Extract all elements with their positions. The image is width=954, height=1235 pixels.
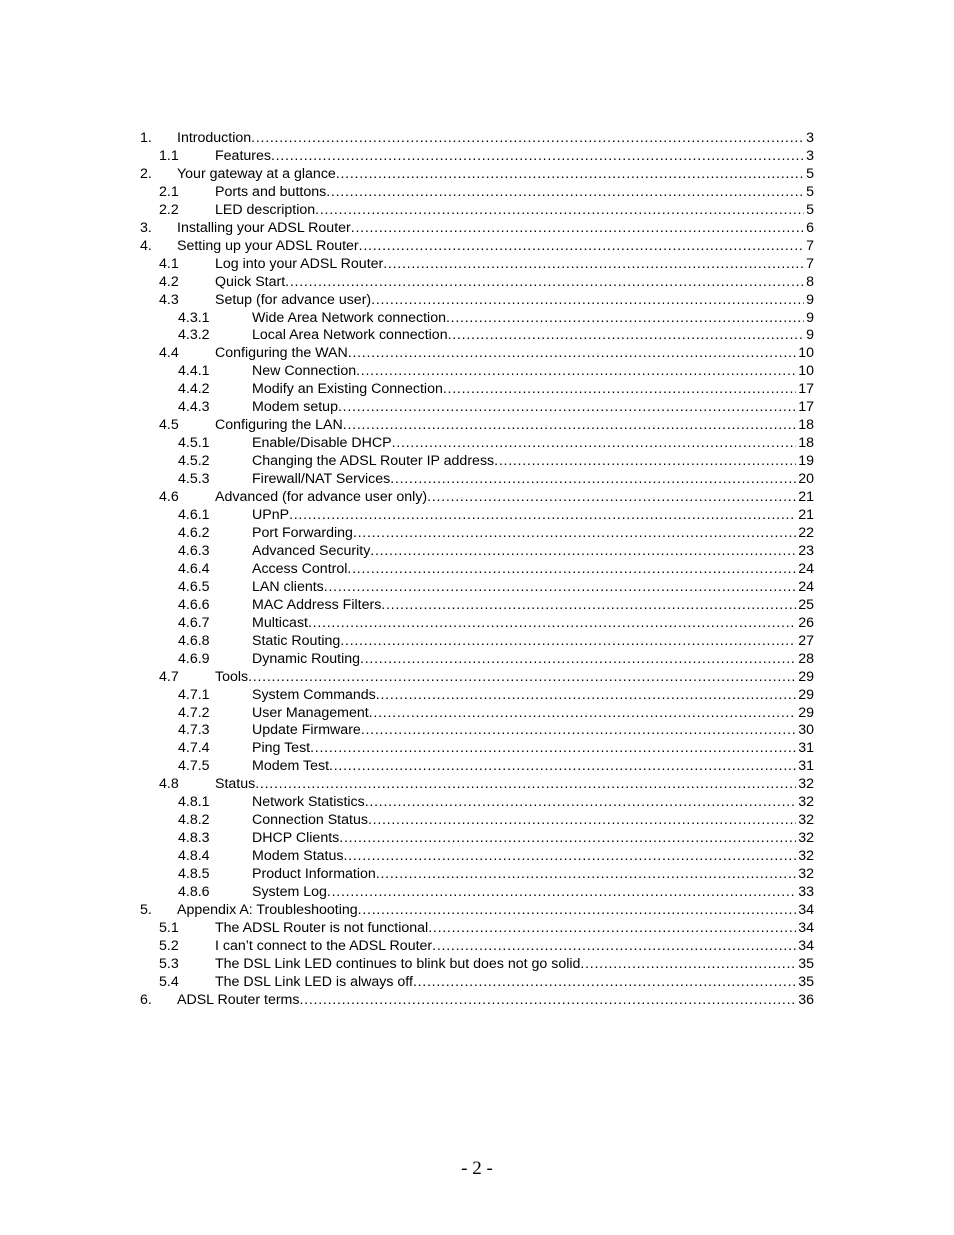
toc-entry-line: [252, 543, 814, 561]
toc-entry[interactable]: [140, 705, 814, 723]
toc-entry[interactable]: [140, 399, 814, 417]
toc-entry-line: [252, 471, 814, 489]
toc-entry[interactable]: [140, 722, 814, 740]
toc-dot-leader: [326, 184, 804, 202]
toc-entry-title: MAC Address Filters: [252, 596, 382, 613]
page-number: - 2 -: [461, 1158, 493, 1179]
toc-entry-line: [252, 435, 814, 453]
toc-entry-page: 32: [798, 866, 814, 883]
toc-entry-number: 4.3: [159, 291, 179, 308]
toc-entry-line: [215, 938, 814, 956]
toc-entry-title: Appendix A: Troubleshooting: [177, 901, 358, 918]
toc-entry-title: Changing the ADSL Router IP address: [252, 453, 495, 470]
toc-entry-page: 28: [798, 650, 814, 667]
toc-entry-page: 24: [798, 560, 814, 577]
toc-entry-line: [215, 417, 814, 435]
toc-entry-number: 4.7.3: [178, 722, 210, 739]
toc-entry-title: Setting up your ADSL Router: [177, 237, 359, 254]
toc-entry[interactable]: [140, 633, 814, 651]
toc-entry-line: [252, 722, 814, 740]
toc-entry-page: 35: [798, 973, 814, 990]
toc-entry-page: 36: [798, 991, 814, 1008]
toc-entry-line: [177, 130, 814, 148]
toc-entry-line: [252, 363, 814, 381]
toc-entry-page: 17: [798, 399, 814, 416]
toc-entry-line: [215, 489, 814, 507]
toc-entry-line: [215, 256, 814, 274]
toc-entry-number: 4.8.4: [178, 848, 210, 865]
toc-entry-number: 4.4: [159, 345, 179, 362]
toc-dot-leader: [343, 417, 796, 435]
toc-entry-title: Connection Status: [252, 812, 368, 829]
toc-entry-number: 4.5.1: [178, 435, 210, 452]
toc-entry[interactable]: [140, 238, 814, 256]
toc-entry[interactable]: [140, 184, 814, 202]
toc-entry-page: 3: [806, 147, 814, 164]
toc-entry-page: 21: [798, 489, 814, 506]
toc-dot-leader: [339, 830, 796, 848]
toc-entry-line: [177, 238, 814, 256]
toc-entry-line: [215, 148, 814, 166]
toc-entry-number: 4.6.3: [178, 542, 210, 559]
toc-entry-number: 4.6.9: [178, 650, 210, 667]
toc-dot-leader: [271, 148, 804, 166]
toc-entry-page: 9: [806, 309, 814, 326]
toc-entry-number: 4.6.6: [178, 596, 210, 613]
toc-entry-line: [215, 669, 814, 687]
toc-entry-number: 5.: [140, 901, 152, 918]
toc-entry-number: 4.3.1: [178, 309, 210, 326]
toc-entry[interactable]: [140, 435, 814, 453]
toc-entry-line: [252, 830, 814, 848]
toc-entry-page: 24: [798, 578, 814, 595]
toc-entry[interactable]: [140, 327, 814, 345]
toc-entry[interactable]: [140, 363, 814, 381]
toc-entry-page: 32: [798, 794, 814, 811]
toc-entry-page: 32: [798, 812, 814, 829]
toc-entry-title: Local Area Network connection: [252, 327, 448, 344]
toc-entry-number: 4.5.3: [178, 471, 210, 488]
toc-entry-number: 2.1: [159, 183, 179, 200]
toc-entry[interactable]: [140, 794, 814, 812]
toc-entry-line: [215, 974, 814, 992]
toc-entry-page: 34: [798, 901, 814, 918]
toc-entry-title: Your gateway at a glance: [177, 165, 336, 182]
toc-entry-line: [252, 651, 814, 669]
toc-entry-number: 4.6: [159, 489, 179, 506]
toc-entry-title: Features: [215, 147, 271, 164]
toc-entry-number: 5.2: [159, 937, 179, 954]
toc-entry-line: [252, 740, 814, 758]
toc-entry-number: 5.1: [159, 919, 179, 936]
toc-entry-page: 18: [798, 417, 814, 434]
toc-entry-number: 4.6.8: [178, 632, 210, 649]
toc-entry-number: 4.8: [159, 776, 179, 793]
toc-dot-leader: [413, 974, 796, 992]
toc-entry-title: Static Routing: [252, 632, 341, 649]
toc-entry-number: 4.4.1: [178, 363, 210, 380]
toc-entry-line: [252, 812, 814, 830]
toc-dot-leader: [251, 130, 804, 148]
toc-entry-title: Network Statistics: [252, 794, 365, 811]
toc-entry-page: 5: [806, 165, 814, 182]
toc-entry[interactable]: [140, 902, 814, 920]
toc-entry-number: 4.8.1: [178, 794, 210, 811]
toc-dot-leader: [327, 884, 796, 902]
toc-entry[interactable]: [140, 310, 814, 328]
toc-dot-leader: [329, 758, 796, 776]
toc-entry[interactable]: [140, 920, 814, 938]
toc-entry[interactable]: [140, 561, 814, 579]
toc-dot-leader: [359, 238, 804, 256]
toc-entry-page: 31: [798, 740, 814, 757]
toc-entry-number: 1.1: [159, 147, 179, 164]
toc-entry-title: Advanced (for advance user only): [215, 489, 428, 506]
toc-entry[interactable]: [140, 974, 814, 992]
toc-entry-title: ADSL Router terms: [177, 991, 300, 1008]
toc-entry[interactable]: [140, 956, 814, 974]
toc-entry-title: UPnP: [252, 507, 290, 524]
toc-dot-leader: [308, 615, 796, 633]
toc-entry[interactable]: [140, 992, 814, 1010]
toc-entry-line: [252, 615, 814, 633]
toc-dot-leader: [376, 687, 796, 705]
toc-dot-leader: [336, 166, 804, 184]
toc-entry-number: 4.6.1: [178, 507, 210, 524]
toc-entry-page: 34: [798, 919, 814, 936]
toc-entry[interactable]: [140, 848, 814, 866]
toc-dot-leader: [443, 381, 796, 399]
toc-entry-title: Modify an Existing Connection: [252, 381, 443, 398]
toc-entry[interactable]: [140, 148, 814, 166]
toc-dot-leader: [383, 256, 804, 274]
toc-entry[interactable]: [140, 507, 814, 525]
toc-entry-line: [215, 292, 814, 310]
toc-entry-page: 32: [798, 830, 814, 847]
toc-dot-leader: [446, 310, 804, 328]
toc-dot-leader: [381, 597, 796, 615]
toc-entry-title: LED description: [215, 201, 316, 218]
toc-entry-page: 33: [798, 884, 814, 901]
toc-entry-title: Dynamic Routing: [252, 650, 361, 667]
toc-entry-title: Tools: [215, 668, 249, 685]
toc-dot-leader: [315, 202, 804, 220]
toc-entry-number: 1.: [140, 130, 152, 146]
toc-entry-page: 10: [798, 345, 814, 362]
toc-entry-line: [252, 525, 814, 543]
toc-entry-number: 4.3.2: [178, 327, 210, 344]
toc-dot-leader: [427, 489, 796, 507]
toc-entry[interactable]: [140, 274, 814, 292]
toc-entry-number: 4.5: [159, 417, 179, 434]
toc-entry-number: 4.6.2: [178, 524, 210, 541]
toc-entry-page: 25: [798, 596, 814, 613]
toc-dot-leader: [340, 633, 796, 651]
toc-entry-number: 4.7.2: [178, 704, 210, 721]
toc-entry-page: 29: [798, 704, 814, 721]
toc-entry-line: [215, 184, 814, 202]
toc-entry-title: Status: [215, 776, 256, 793]
toc-entry-title: I can’t connect to the ADSL Router: [215, 937, 433, 954]
toc-entry[interactable]: [140, 256, 814, 274]
toc-dot-leader: [248, 669, 796, 687]
toc-entry[interactable]: [140, 292, 814, 310]
toc-dot-leader: [494, 453, 796, 471]
toc-entry-number: 4.8.6: [178, 884, 210, 901]
toc-entry[interactable]: [140, 866, 814, 884]
toc-entry-page: 5: [806, 183, 814, 200]
toc-entry-number: 4.2: [159, 273, 179, 290]
toc-entry-page: 7: [806, 255, 814, 272]
toc-entry-title: System Commands: [252, 686, 376, 703]
toc-entry[interactable]: [140, 417, 814, 435]
toc-dot-leader: [347, 561, 796, 579]
toc-dot-leader: [580, 956, 796, 974]
toc-entry-page: 6: [806, 219, 814, 236]
toc-dot-leader: [392, 435, 797, 453]
toc-entry-title: New Connection: [252, 363, 357, 380]
toc-entry-number: 4.8.5: [178, 866, 210, 883]
toc-dot-leader: [376, 866, 796, 884]
toc-dot-leader: [368, 812, 796, 830]
table-of-contents: [140, 130, 814, 1010]
toc-entry[interactable]: [140, 471, 814, 489]
toc-entry-page: 10: [798, 363, 814, 380]
toc-entry-page: 34: [798, 937, 814, 954]
toc-entry-title: Quick Start: [215, 273, 286, 290]
toc-entry-line: [215, 956, 814, 974]
toc-entry-page: 7: [806, 237, 814, 254]
toc-entry-number: 2.2: [159, 201, 179, 218]
toc-entry-page: 22: [798, 524, 814, 541]
toc-entry[interactable]: [140, 345, 814, 363]
toc-entry-page: 20: [798, 471, 814, 488]
toc-entry-title: Product Information: [252, 866, 376, 883]
toc-entry-line: [215, 345, 814, 363]
toc-dot-leader: [351, 220, 804, 238]
toc-entry-number: 4.7.1: [178, 686, 210, 703]
toc-entry-title: Wide Area Network connection: [252, 309, 446, 326]
toc-entry[interactable]: [140, 884, 814, 902]
toc-entry-number: 3.: [140, 219, 152, 236]
toc-entry-title: Ports and buttons: [215, 183, 327, 200]
toc-dot-leader: [358, 902, 797, 920]
toc-entry-line: [252, 758, 814, 776]
toc-entry-page: 32: [798, 848, 814, 865]
toc-entry[interactable]: [140, 525, 814, 543]
toc-entry[interactable]: [140, 758, 814, 776]
toc-entry-page: 35: [798, 955, 814, 972]
toc-entry[interactable]: [140, 669, 814, 687]
toc-entry[interactable]: [140, 776, 814, 794]
toc-entry-page: 9: [806, 327, 814, 344]
toc-dot-leader: [360, 651, 796, 669]
toc-entry-title: System Log: [252, 884, 327, 901]
toc-entry-line: [252, 381, 814, 399]
toc-entry-title: The DSL Link LED continues to blink but does not go solid: [215, 955, 581, 972]
toc-entry-title: User Management: [252, 704, 369, 721]
toc-entry-line: [252, 884, 814, 902]
toc-entry-number: 4.1: [159, 255, 179, 272]
toc-entry[interactable]: [140, 489, 814, 507]
toc-entry-page: 31: [798, 758, 814, 775]
toc-entry-line: [252, 399, 814, 417]
toc-entry-title: LAN clients: [252, 578, 324, 595]
toc-entry-number: 4.7.4: [178, 740, 210, 757]
toc-entry-page: 29: [798, 668, 814, 685]
toc-dot-leader: [310, 740, 796, 758]
toc-entry-page: 29: [798, 686, 814, 703]
toc-entry[interactable]: [140, 597, 814, 615]
toc-entry[interactable]: [140, 202, 814, 220]
toc-entry-line: [252, 561, 814, 579]
toc-entry-line: [252, 597, 814, 615]
toc-entry-line: [215, 776, 814, 794]
toc-entry-title: Enable/Disable DHCP: [252, 435, 392, 452]
toc-entry-title: Port Forwarding: [252, 524, 353, 541]
toc-entry-title: Multicast: [252, 614, 308, 631]
toc-dot-leader: [365, 794, 796, 812]
toc-entry-page: 3: [806, 130, 814, 146]
toc-entry[interactable]: [140, 579, 814, 597]
toc-dot-leader: [356, 363, 796, 381]
toc-entry-line: [252, 453, 814, 471]
toc-dot-leader: [324, 579, 796, 597]
toc-dot-leader: [369, 705, 797, 723]
toc-entry-title: Advanced Security: [252, 542, 371, 559]
toc-entry-page: 19: [798, 453, 814, 470]
toc-dot-leader: [338, 399, 796, 417]
toc-entry-page: 8: [806, 273, 814, 290]
toc-entry-title: Log into your ADSL Router: [215, 255, 384, 272]
toc-entry-line: [252, 866, 814, 884]
toc-entry-line: [252, 507, 814, 525]
toc-entry-number: 4.7.5: [178, 758, 210, 775]
toc-entry-number: 4.6.4: [178, 560, 210, 577]
toc-entry-number: 2.: [140, 165, 152, 182]
toc-entry-number: 6.: [140, 991, 152, 1008]
toc-entry-title: Modem Test: [252, 758, 330, 775]
toc-entry-number: 4.: [140, 237, 152, 254]
toc-entry-number: 4.4.3: [178, 399, 210, 416]
toc-entry[interactable]: [140, 938, 814, 956]
toc-dot-leader: [390, 471, 796, 489]
toc-entry[interactable]: [140, 740, 814, 758]
toc-entry-line: [252, 579, 814, 597]
toc-entry-title: Firewall/NAT Services: [252, 471, 391, 488]
toc-entry-line: [252, 633, 814, 651]
toc-entry-number: 5.4: [159, 973, 179, 990]
toc-entry[interactable]: [140, 687, 814, 705]
toc-dot-leader: [289, 507, 796, 525]
toc-entry[interactable]: [140, 812, 814, 830]
toc-entry[interactable]: [140, 166, 814, 184]
toc-entry-line: [252, 327, 814, 345]
toc-entry-title: Ping Test: [252, 740, 311, 757]
toc-entry-line: [215, 202, 814, 220]
toc-dot-leader: [361, 722, 796, 740]
toc-entry-page: 17: [798, 381, 814, 398]
toc-entry-line: [252, 687, 814, 705]
toc-dot-leader: [343, 848, 796, 866]
toc-entry-title: DHCP Clients: [252, 830, 340, 847]
toc-entry-title: Configuring the WAN: [215, 345, 348, 362]
toc-entry-page: 5: [806, 201, 814, 218]
toc-entry-page: 32: [798, 776, 814, 793]
toc-entry[interactable]: [140, 453, 814, 471]
toc-entry-title: Introduction: [177, 130, 252, 146]
toc-entry-title: Modem Status: [252, 848, 344, 865]
toc-entry-number: 4.4.2: [178, 381, 210, 398]
toc-entry[interactable]: [140, 830, 814, 848]
toc-entry-line: [215, 274, 814, 292]
toc-entry[interactable]: [140, 651, 814, 669]
toc-dot-leader: [428, 920, 796, 938]
toc-dot-leader: [285, 274, 804, 292]
toc-entry-title: The ADSL Router is not functional: [215, 919, 429, 936]
toc-entry-page: 27: [798, 632, 814, 649]
toc-entry-line: [252, 848, 814, 866]
toc-entry-title: Installing your ADSL Router: [177, 219, 351, 236]
toc-entry-page: 18: [798, 435, 814, 452]
toc-entry-line: [252, 705, 814, 723]
toc-entry-title: Modem setup: [252, 399, 338, 416]
toc-entry-title: The DSL Link LED is always off: [215, 973, 413, 990]
toc-dot-leader: [255, 776, 796, 794]
toc-entry-line: [252, 794, 814, 812]
toc-entry-title: Configuring the LAN: [215, 417, 343, 434]
toc-entry-number: 4.6.7: [178, 614, 210, 631]
toc-entry-page: 23: [798, 542, 814, 559]
toc-dot-leader: [370, 543, 796, 561]
toc-entry-number: 5.3: [159, 955, 179, 972]
toc-entry-number: 4.5.2: [178, 453, 210, 470]
toc-entry[interactable]: [140, 130, 814, 148]
toc-entry-line: [215, 920, 814, 938]
toc-entry-page: 26: [798, 614, 814, 631]
toc-entry-title: Access Control: [252, 560, 348, 577]
toc-entry[interactable]: [140, 543, 814, 561]
toc-entry-line: [177, 902, 814, 920]
toc-dot-leader: [353, 525, 796, 543]
toc-entry-number: 4.7: [159, 668, 179, 685]
toc-entry-number: 4.6.5: [178, 578, 210, 595]
toc-entry-page: 30: [798, 722, 814, 739]
toc-entry[interactable]: [140, 381, 814, 399]
toc-dot-leader: [448, 327, 805, 345]
toc-entry-number: 4.8.2: [178, 812, 210, 829]
toc-entry-number: 4.8.3: [178, 830, 210, 847]
toc-entry-page: 21: [798, 507, 814, 524]
toc-dot-leader: [299, 992, 796, 1010]
toc-entry[interactable]: [140, 615, 814, 633]
toc-entry-line: [177, 992, 814, 1010]
toc-entry-page: 9: [806, 291, 814, 308]
toc-entry-line: [177, 220, 814, 238]
toc-entry-line: [177, 166, 814, 184]
toc-dot-leader: [432, 938, 796, 956]
toc-entry-title: Update Firmware: [252, 722, 361, 739]
toc-entry[interactable]: [140, 220, 814, 238]
toc-entry-title: Setup (for advance user): [215, 291, 372, 308]
toc-dot-leader: [371, 292, 804, 310]
toc-entry-line: [252, 310, 814, 328]
toc-dot-leader: [348, 345, 796, 363]
